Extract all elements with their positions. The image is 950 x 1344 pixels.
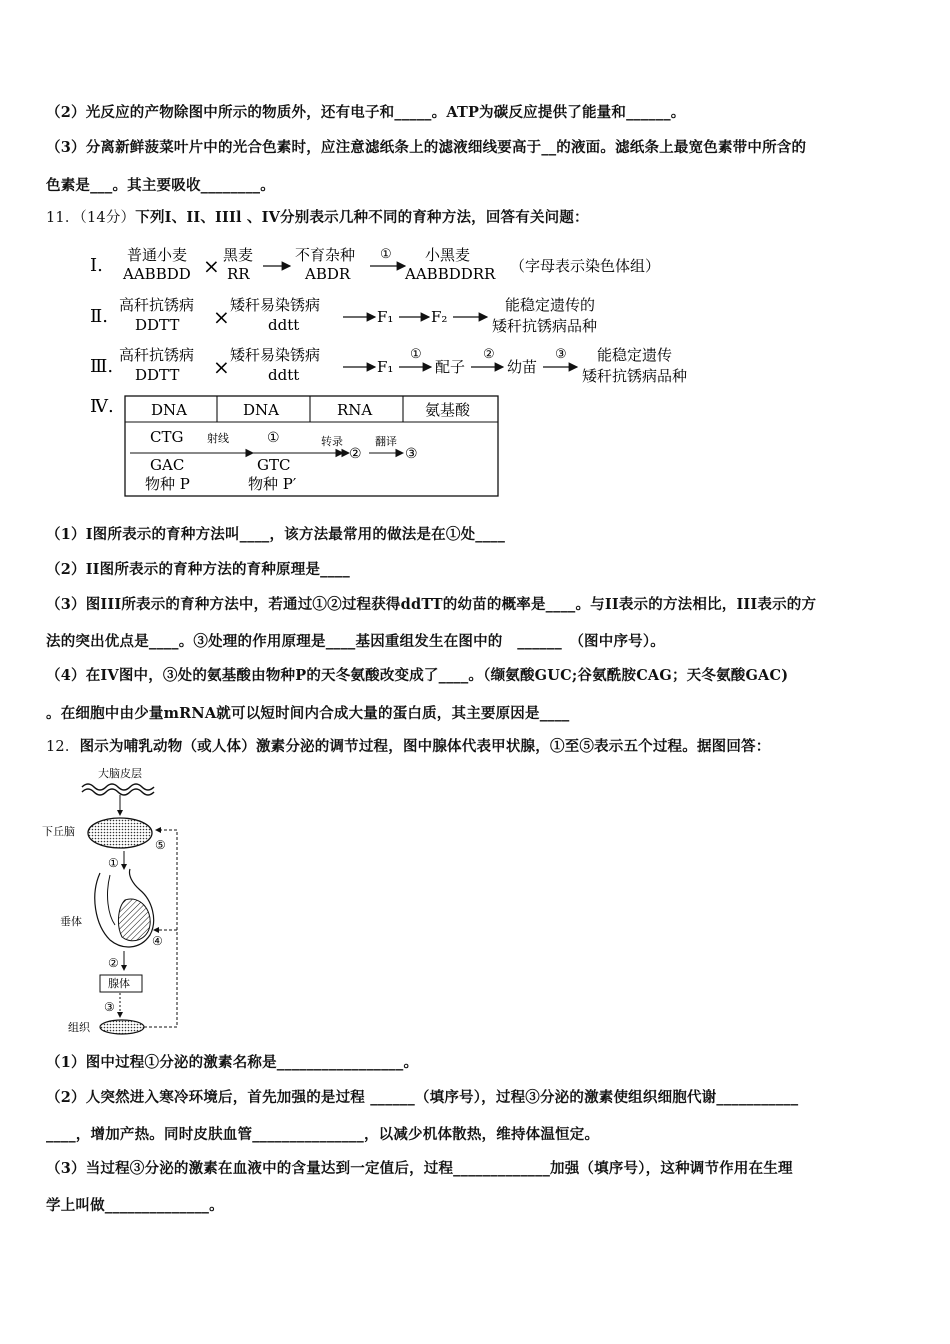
step-2-marker: ②	[349, 446, 362, 462]
tissue-shape	[100, 1020, 144, 1034]
pituitary-stalk	[108, 875, 115, 925]
common-wheat-genome: AABBDD	[123, 265, 191, 283]
q12-part2-line1: （2）人突然进入寒冷环境后，首先加强的是过程 ______（填序号），过程③分泌的激素使组织细胞代谢___________	[46, 1089, 799, 1106]
seedling-label: 幼苗	[507, 358, 538, 376]
species-p-prime-label: 物种 P′	[248, 475, 297, 493]
header-rna: RNA	[337, 401, 373, 419]
roman-III: Ⅲ.	[90, 356, 114, 377]
tall-resistant-genotype: DDTT	[135, 366, 180, 384]
step-1-marker: ①	[410, 347, 422, 362]
sterile-hybrid-genome: ABDR	[305, 265, 351, 283]
question-text: 图示为哺乳动物（或人体）激素分泌的调节过程，图中腺体代表甲状腺，①至⑤表示五个过程。据图回答：	[79, 738, 771, 755]
pituitary-label: 垂体	[60, 915, 82, 928]
step-2-marker: ②	[483, 347, 495, 362]
result-line1: 能稳定遗传的	[505, 296, 596, 314]
short-susceptible-genotype: ddtt	[268, 366, 300, 384]
step-3-marker: ③	[555, 347, 567, 362]
mutant-strand: GTC	[257, 456, 291, 474]
q12-part1: （1）图中过程①分泌的激素名称是_________________。	[46, 1054, 419, 1071]
roman-II: Ⅱ.	[90, 306, 108, 327]
transcription-label: 转录	[321, 435, 343, 448]
q11-part4-line1: （4）在IV图中，③处的氨基酸由物种P的天冬氨酸改变成了____。（缬氨酸GUC;谷氨酰胺CAG；天冬氨酸GAC)	[46, 667, 789, 684]
step-3-marker: ③	[405, 446, 418, 462]
rye-genome: RR	[227, 265, 250, 283]
short-susceptible-genotype: ddtt	[268, 316, 300, 334]
cross-icon: ×	[213, 305, 230, 329]
result-line2: 矮秆抗锈病品种	[492, 317, 598, 335]
roman-I: Ⅰ.	[90, 255, 103, 276]
f1-label: F₁	[377, 358, 394, 376]
gamete-label: 配子	[435, 358, 466, 376]
q11-part2: （2）II图所表示的育种方法的育种原理是____	[46, 561, 350, 578]
ray-label: 射线	[207, 432, 229, 445]
tissue-label: 组织	[68, 1021, 90, 1034]
dna-top-strand: CTG	[150, 428, 184, 446]
q12-part3-line1: （3）当过程③分泌的激素在血液中的含量达到一定值后，过程_____________加强（填序号），这种调节作用在生理	[46, 1160, 793, 1177]
q11-part4-line2: 。在细胞中由少量mRNA就可以短时间内合成大量的蛋白质，其主要原因是____	[46, 705, 570, 722]
header-amino-acid: 氨基酸	[425, 401, 471, 419]
q12-part2-line2: ____，增加产热。同时皮肤血管_______________，以减少机体散热，维持体温恒定。	[46, 1126, 600, 1143]
q11-part3-line1: （3）图III所表示的育种方法中，若通过①②过程获得ddTT的幼苗的概率是____。与II表示的方法相比，III表示的方	[46, 596, 817, 613]
cerebral-cortex-shape	[82, 784, 154, 795]
q11-part1: （1）I图所表示的育种方法叫____，该方法最常用的做法是在①处____	[46, 526, 506, 543]
sterile-hybrid-label: 不育杂种	[295, 246, 356, 264]
question-text: 下列I、II、IIIl 、IV分别表示几种不同的育种方法，回答有关问题：	[135, 209, 589, 226]
f2-label: F₂	[431, 308, 448, 326]
q11-stem	[46, 208, 906, 228]
q12-stem	[46, 737, 906, 757]
process-1-marker: ①	[108, 856, 119, 870]
process-2-marker: ②	[108, 956, 119, 970]
translation-label: 翻译	[375, 435, 397, 448]
short-susceptible-label: 矮秆易染锈病	[230, 346, 321, 364]
question-number: 12．	[46, 739, 80, 755]
tall-resistant-label: 高秆抗锈病	[119, 346, 195, 364]
triticale-label: 小黑麦	[425, 246, 471, 264]
hypothalamus-label: 下丘脑	[42, 825, 75, 838]
anterior-pituitary	[118, 899, 150, 941]
process-5-marker: ⑤	[155, 838, 166, 852]
cross-icon: ×	[203, 254, 220, 278]
question-number: 11．（14分）	[46, 210, 136, 226]
tall-resistant-label: 高秆抗锈病	[119, 296, 195, 314]
breeding-methods-figure	[85, 238, 725, 503]
rye-label: 黑麦	[223, 246, 254, 264]
tall-resistant-genotype: DDTT	[135, 316, 180, 334]
result-line1: 能稳定遗传	[597, 346, 673, 364]
hormone-regulation-figure	[40, 765, 200, 1040]
cross-icon: ×	[213, 355, 230, 379]
triticale-genome: AABBDDRR	[405, 265, 496, 283]
process-4-marker: ④	[152, 934, 163, 948]
result-line2: 矮秆抗锈病品种	[582, 367, 688, 385]
short-susceptible-label: 矮秆易染锈病	[230, 296, 321, 314]
common-wheat-label: 普通小麦	[127, 246, 188, 264]
gland-label: 腺体	[108, 977, 130, 990]
q10-part2: （2）光反应的产物除图中所示的物质外，还有电子和_____。ATP为碳反应提供了能量和______。	[46, 104, 686, 121]
q11-part3-line2: 法的突出优点是____。③处理的作用原理是____基因重组发生在图中的 ______ （图中序号）。	[46, 633, 665, 650]
step-1-marker: ①	[267, 430, 280, 446]
header-dna: DNA	[151, 401, 187, 419]
roman-IV: Ⅳ.	[90, 396, 114, 417]
q10-part3-line1: （3）分离新鲜菠菜叶片中的光合色素时，应注意滤纸条上的滤液细线要高于__的液面。滤纸条上最宽色素带中所含的	[46, 139, 807, 156]
dna-bottom-strand: GAC	[150, 456, 185, 474]
q10-part3-line2: 色素是___。其主要吸收________。	[46, 177, 275, 194]
species-p-label: 物种 P	[145, 475, 190, 493]
process-3-marker: ③	[104, 1000, 115, 1014]
genome-note: （字母表示染色体组）	[510, 257, 661, 275]
hypothalamus-shape	[88, 818, 152, 848]
header-dna: DNA	[243, 401, 279, 419]
q12-part3-line2: 学上叫做______________。	[46, 1197, 224, 1214]
f1-label: F₁	[377, 308, 394, 326]
cerebral-cortex-label: 大脑皮层	[98, 767, 142, 780]
step-1-marker: ①	[380, 247, 392, 262]
